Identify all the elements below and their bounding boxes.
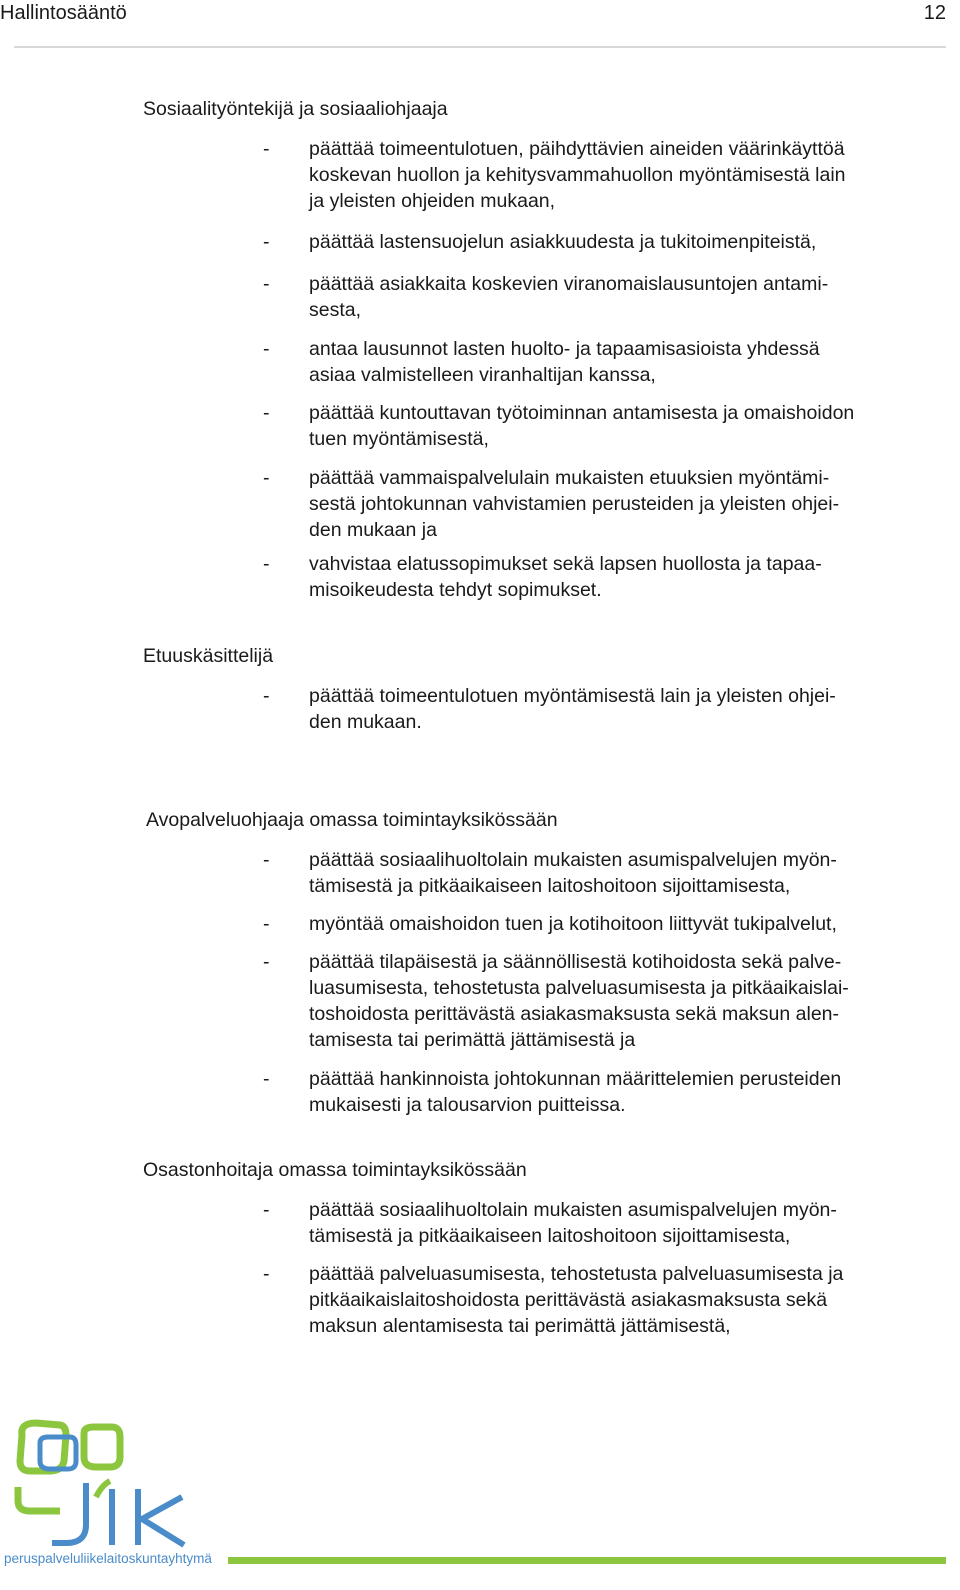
- list-item-line: sestä johtokunnan vahvistamien perusteiden ja yleisten ohjei-: [309, 493, 840, 515]
- list-bullet: -: [263, 913, 270, 935]
- list-item-line: päättää sosiaalihuoltolain mukaisten asumispalvelujen myön-: [309, 849, 837, 871]
- list-item-line: den mukaan.: [309, 711, 422, 733]
- list-bullet: -: [263, 553, 270, 575]
- page-footer: [0, 1405, 960, 1590]
- list-item-line: ja yleisten ohjeiden mukaan,: [309, 190, 556, 212]
- list-item-line: tamisesta tai perimättä jättämisestä ja: [309, 1029, 636, 1051]
- list-bullet: -: [263, 849, 270, 871]
- list-item-line: sesta,: [309, 299, 362, 321]
- list-item-line: den mukaan ja: [309, 519, 437, 541]
- header-divider: [14, 46, 946, 48]
- document-title: Hallintosääntö: [0, 2, 127, 24]
- list-bullet: -: [263, 467, 270, 489]
- list-item-line: päättää lastensuojelun asiakkuudesta ja tukitoimenpiteistä,: [309, 231, 817, 253]
- list-item-line: päättää toimeentulotuen myöntämisestä lain ja yleisten ohjei-: [309, 685, 836, 707]
- section-title: Etuuskäsittelijä: [143, 645, 274, 667]
- list-item-line: mukaisesti ja talousarvion puitteissa.: [309, 1094, 626, 1116]
- list-item-line: misoikeudesta tehdyt sopimukset.: [309, 579, 602, 601]
- page-number: 12: [923, 2, 946, 24]
- list-bullet: -: [263, 685, 270, 707]
- logo-letter-k-arms: [142, 1497, 184, 1545]
- list-item-line: maksun alentamisesta tai perimättä jättämisestä,: [309, 1315, 731, 1337]
- list-item-line: luasumisesta, tehostetusta palveluasumisesta ja pitkäaikaislai-: [309, 977, 849, 999]
- list-item-line: pitkäaikaislaitoshoidosta perittävästä asiakasmaksusta sekä: [309, 1289, 828, 1311]
- list-bullet: -: [263, 273, 270, 295]
- list-item-line: asiaa valmistelleen viranhaltijan kanssa,: [309, 364, 656, 386]
- list-item-line: päättää toimeentulotuen, päihdyttävien aineiden väärinkäyttöä: [309, 138, 845, 160]
- list-item-line: tämisestä ja pitkäaikaiseen laitoshoitoon sijoittamisesta,: [309, 1225, 791, 1247]
- section-title: Osastonhoitaja omassa toimintayksikössään: [143, 1159, 527, 1181]
- list-item-line: tuen myöntämisestä,: [309, 428, 489, 450]
- list-bullet: -: [263, 338, 270, 360]
- jik-logo: [0, 1405, 220, 1555]
- list-item-line: päättää tilapäisestä ja säännöllisestä kotihoidosta sekä palve-: [309, 951, 842, 973]
- logo-leaf-bottom: [18, 1487, 60, 1511]
- list-bullet: -: [263, 138, 270, 160]
- list-bullet: -: [263, 402, 270, 424]
- list-item-line: päättää vammaispalvelulain mukaisten etuuksien myöntämi-: [309, 467, 830, 489]
- list-item-line: päättää sosiaalihuoltolain mukaisten asumispalvelujen myön-: [309, 1199, 837, 1221]
- list-item-line: päättää hankinnoista johtokunnan määrittelemien perusteiden: [309, 1068, 842, 1090]
- footer-green-bar: [228, 1557, 946, 1564]
- list-item-line: toshoidosta perittävästä asiakasmaksusta sekä maksun alen-: [309, 1003, 840, 1025]
- list-item-line: myöntää omaishoidon tuen ja kotihoitoon liittyvät tukipalvelut,: [309, 913, 837, 935]
- list-item-line: antaa lausunnot lasten huolto- ja tapaamisasioista yhdessä: [309, 338, 820, 360]
- list-item-line: koskevan huollon ja kehitysvammahuollon myöntämisestä lain: [309, 164, 846, 186]
- list-item-line: päättää palveluasumisesta, tehostetusta palveluasumisesta ja: [309, 1263, 844, 1285]
- list-bullet: -: [263, 1199, 270, 1221]
- list-bullet: -: [263, 951, 270, 973]
- list-item-line: vahvistaa elatussopimukset sekä lapsen huollosta ja tapaa-: [309, 553, 822, 575]
- page-header: [0, 0, 960, 50]
- list-item-line: päättää asiakkaita koskevien viranomaislausuntojen antami-: [309, 273, 829, 295]
- section-title: Sosiaalityöntekijä ja sosiaaliohjaaja: [143, 98, 448, 120]
- logo-leaf-right: [84, 1427, 120, 1467]
- list-item-line: päättää kuntouttavan työtoiminnan antamisesta ja omaishoidon: [309, 402, 855, 424]
- organization-name: peruspalveluliikelaitoskuntayhtymä: [4, 1551, 212, 1566]
- list-item-line: tämisestä ja pitkäaikaiseen laitoshoitoon sijoittamisesta,: [309, 875, 791, 897]
- list-bullet: -: [263, 1263, 270, 1285]
- section-title: Avopalveluohjaaja omassa toimintayksikössään: [146, 809, 558, 831]
- list-bullet: -: [263, 231, 270, 253]
- list-bullet: -: [263, 1068, 270, 1090]
- logo-leaf-blue: [40, 1437, 76, 1469]
- logo-leaf-center: [96, 1481, 110, 1497]
